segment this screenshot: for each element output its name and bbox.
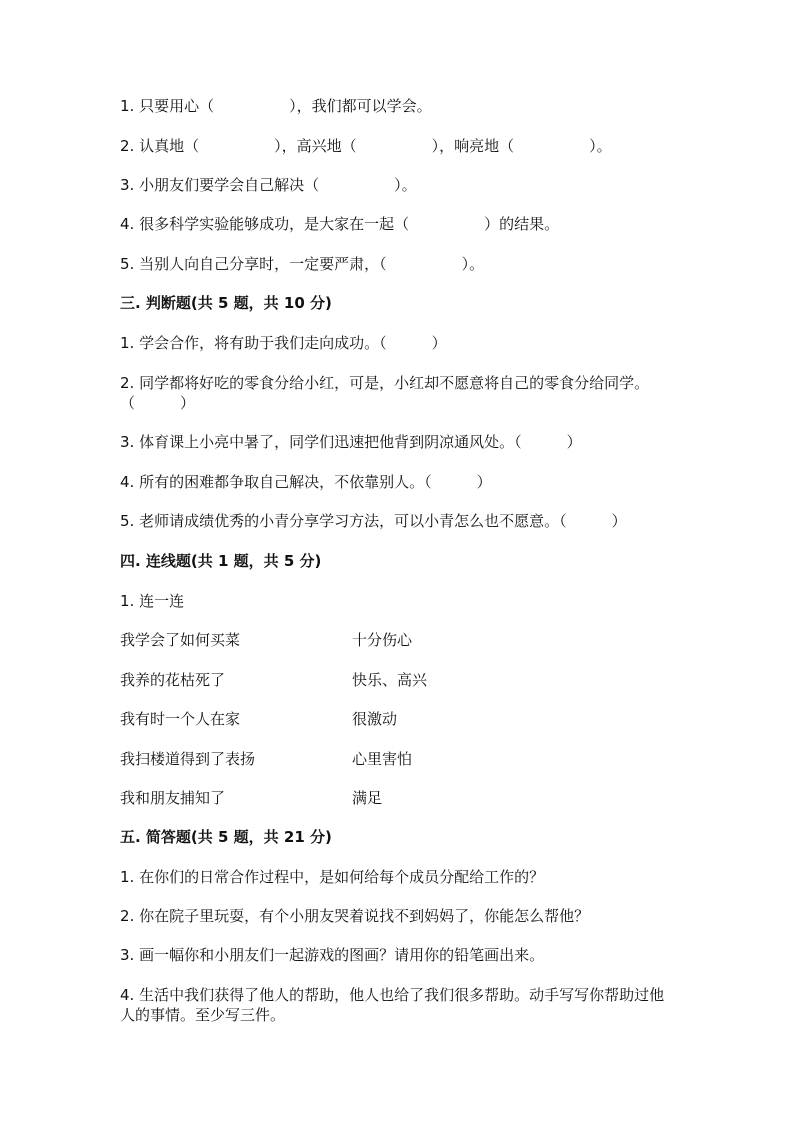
judge-item-2: 2. 同学都将好吃的零食分给小红，可是，小红却不愿意将自己的零食分给同学。（ ） <box>120 374 650 412</box>
fill-blank-item-2: 2. 认真地（ ），高兴地（ ），响亮地（ ）。 <box>120 137 612 155</box>
match-left-item-1: 我学会了如何买菜 <box>120 631 241 649</box>
match-left-item-5: 我和朋友捕知了 <box>120 789 226 807</box>
match-right-item-2: 快乐、高兴 <box>352 671 428 689</box>
fill-blank-item-1: 1. 只要用心（ ），我们都可以学会。 <box>120 97 432 115</box>
fill-blank-item-5: 5. 当别人向自己分享时，一定要严肃，（ ）。 <box>120 255 485 273</box>
match-right-item-1: 十分伤心 <box>352 631 413 649</box>
match-left-item-3: 我有时一个人在家 <box>120 710 241 728</box>
match-right-item-3: 很激动 <box>352 710 398 728</box>
section-heading-short-answer: 五. 简答题(共 5 题，共 21 分) <box>120 828 332 846</box>
judge-item-3: 3. 体育课上小亮中暑了，同学们迅速把他背到阴凉通风处。（ ） <box>120 433 582 451</box>
fill-blank-item-3: 3. 小朋友们要学会自己解决（ ）。 <box>120 176 417 194</box>
match-right-item-4: 心里害怕 <box>352 750 413 768</box>
short-answer-item-1: 1. 在你们的日常合作过程中，是如何给每个成员分配给工作的？ <box>120 868 545 886</box>
fill-blank-item-4: 4. 很多科学实验能够成功，是大家在一起（ ）的结果。 <box>120 215 560 233</box>
short-answer-item-2: 2. 你在院子里玩耍，有个小朋友哭着说找不到妈妈了，你能怎么帮他？ <box>120 907 590 925</box>
judge-item-5: 5. 老师请成绩优秀的小青分享学习方法，可以小青怎么也不愿意。（ ） <box>120 512 627 530</box>
section-heading-match: 四. 连线题(共 1 题，共 5 分) <box>120 552 322 570</box>
judge-item-1: 1. 学会合作，将有助于我们走向成功。（ ） <box>120 334 447 352</box>
match-right-item-5: 满足 <box>352 789 383 807</box>
short-answer-item-4: 4. 生活中我们获得了他人的帮助，他人也给了我们很多帮助。动手写写你帮助过他人的事情。至少写三件。 <box>120 986 665 1024</box>
match-left-item-4: 我扫楼道得到了表扬 <box>120 750 256 768</box>
judge-item-4: 4. 所有的困难都争取自己解决，不依靠别人。（ ） <box>120 473 492 491</box>
match-left-item-2: 我养的花枯死了 <box>120 671 226 689</box>
section-heading-judge: 三. 判断题(共 5 题，共 10 分) <box>120 294 332 312</box>
match-prompt: 1. 连一连 <box>120 592 185 610</box>
short-answer-item-3: 3. 画一幅你和小朋友们一起游戏的图画？请用你的铅笔画出来。 <box>120 946 545 964</box>
